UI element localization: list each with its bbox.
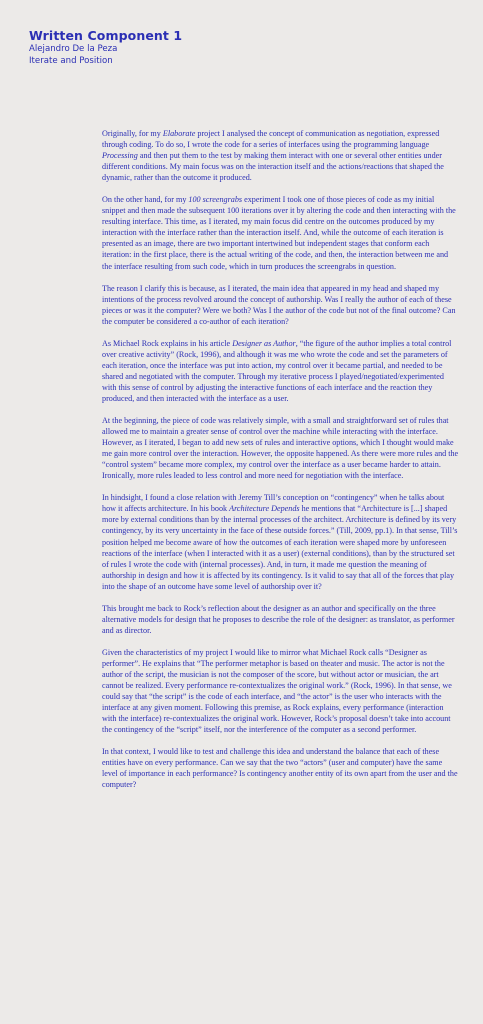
- italic-title: 100 screengrabs: [188, 195, 243, 205]
- essay-body: [102, 128, 459, 790]
- italic-title: Elaborate: [162, 129, 196, 138]
- paragraph: In that context, I would like to test and challenge this idea and understand the balance that each of these entities have on every performance. Can we say that the two “actors” (user and computer) have the same level of importance in each performance? Is contingency another entity of its own apart from the user and the computer?: [102, 747, 458, 790]
- paragraph: As Michael Rock explains in his article Designer as Author, “the figure of the author implies a total control over creative activity” (Rock, 1996), and although it was me who wrote the code and set the parameters of each iteration, once the interface was put into action, my control over it became partial, and needed to be shared and negotiated with the computer. Through my iterative process I played/negotiated/experimented with this sense of control by adjusting the interactive functions of each interface and the reaction they produced, and then interacted with the interface as a user.: [102, 338, 452, 403]
- paragraph: Given the characteristics of my project I would like to mirror what Michael Rock calls “Designer as performer”. He explains that “The performer metaphor is based on theater and music. The actor is not the author of the script, the musician is not the composer of the score, but without actor or musician, the art cannot be realized. Every performance re-contextualizes the original work.” (Rock, 1996). In that sense, we could say that “the script” is the code of each interface, and “the actor” is the user who interacts with the interface at any given moment. Following this premise, as Rock explains, every performance (interaction with the interface) re-contextualizes the original work. However, Rock’s proposal doesn’t take into account the contingency of the “script” itself, nor the interference of the computer as a second performer.: [102, 647, 452, 735]
- italic-title: Architecture Depends: [229, 504, 300, 514]
- paragraph: At the beginning, the piece of code was relatively simple, with a small and straightforward set of rules that allowed me to maintain a greater sense of control over the machine while interacting with the interface. However, as I iterated, I began to add new sets of rules and interactive options, which I thought would make me gain more control over the interaction. However, the opposite happened. As there were more rules and the “control system” became more complex, my control over the interface as a user became harder to attain. Ironically, more rules leaded to less control and more need for negotiation with the interface.: [102, 416, 459, 481]
- document-title: Written Component 1: [29, 28, 183, 43]
- italic-title: Processing: [102, 151, 138, 161]
- author-name: Alejandro De la Peza: [29, 44, 118, 54]
- paragraph: Originally, for my Elaborate project I analysed the concept of communication as negotiation, expressed through coding. To do so, I wrote the code for a series of interfaces using the programming language Processing and then put them to the test by making them interact with one or several other entities under different conditions. My main focus was on the interaction itself and the actions/reactions that shaped the dynamic, rather than the outcome it produced.: [102, 129, 444, 183]
- paragraph: In hindsight, I found a close relation with Jeremy Till’s conception on “contingency” when he talks about how it affects architecture. In his book Architecture Depends he mentions that “Architecture is [...] shaped more by external conditions than by the internal processes of the architect. Architecture is defined by its very contingency, by its very uncertainty in the face of these outside forces.” (Till, 2009, pp.1). In that sense, Till’s position helped me become aware of how the outcomes of each iteration were shaped more by unforeseen reactions of the interface (when I interacted with it as a user) (external conditions), than by the structured set of rules I wrote the code with (internal processes). And, in turn, it made me question the meaning of authorship in design and how it is affected by its contingency. Is it valid to say that all of the forces that play into the shape of an outcome have some level of authorship over it?: [102, 493, 458, 591]
- paragraph: On the other hand, for my 100 screengrabs experiment I took one of those pieces of code as my initial snippet and then made the subsequent 100 iterations over it by altering the code and then interacting with the resulting interface. This time, as I iterated, my main focus did centre on the outcomes produced by my interaction with the interface rather than the interaction itself. And, while the outcome of each iteration is presented as an image, there are two important intertwined but independent stages that conform each iteration: in the first place, there is the actual writing of the code, and then, the interaction between me and the interface resulting from such code, which in turn produces the screengrabs in question.: [102, 195, 456, 271]
- italic-title: Designer as Author: [232, 338, 296, 348]
- document-header: [29, 28, 182, 67]
- paragraph: The reason I clarify this is because, as I iterated, the main idea that appeared in my head and shaped my intentions of the process revolved around the concept of authorship. Was I really the author of each of these pieces or was it the computer? Were we both? Was I the author of the code but not of the final outcome? Can the computer be considered a co-author of each iteration?: [102, 283, 456, 326]
- project-name: Iterate and Position: [29, 56, 113, 66]
- paragraph: This brought me back to Rock’s reflection about the designer as an author and specifically on the three alternative models for design that he proposes to describe the role of the designer: as translator, as performer and as director.: [102, 603, 455, 635]
